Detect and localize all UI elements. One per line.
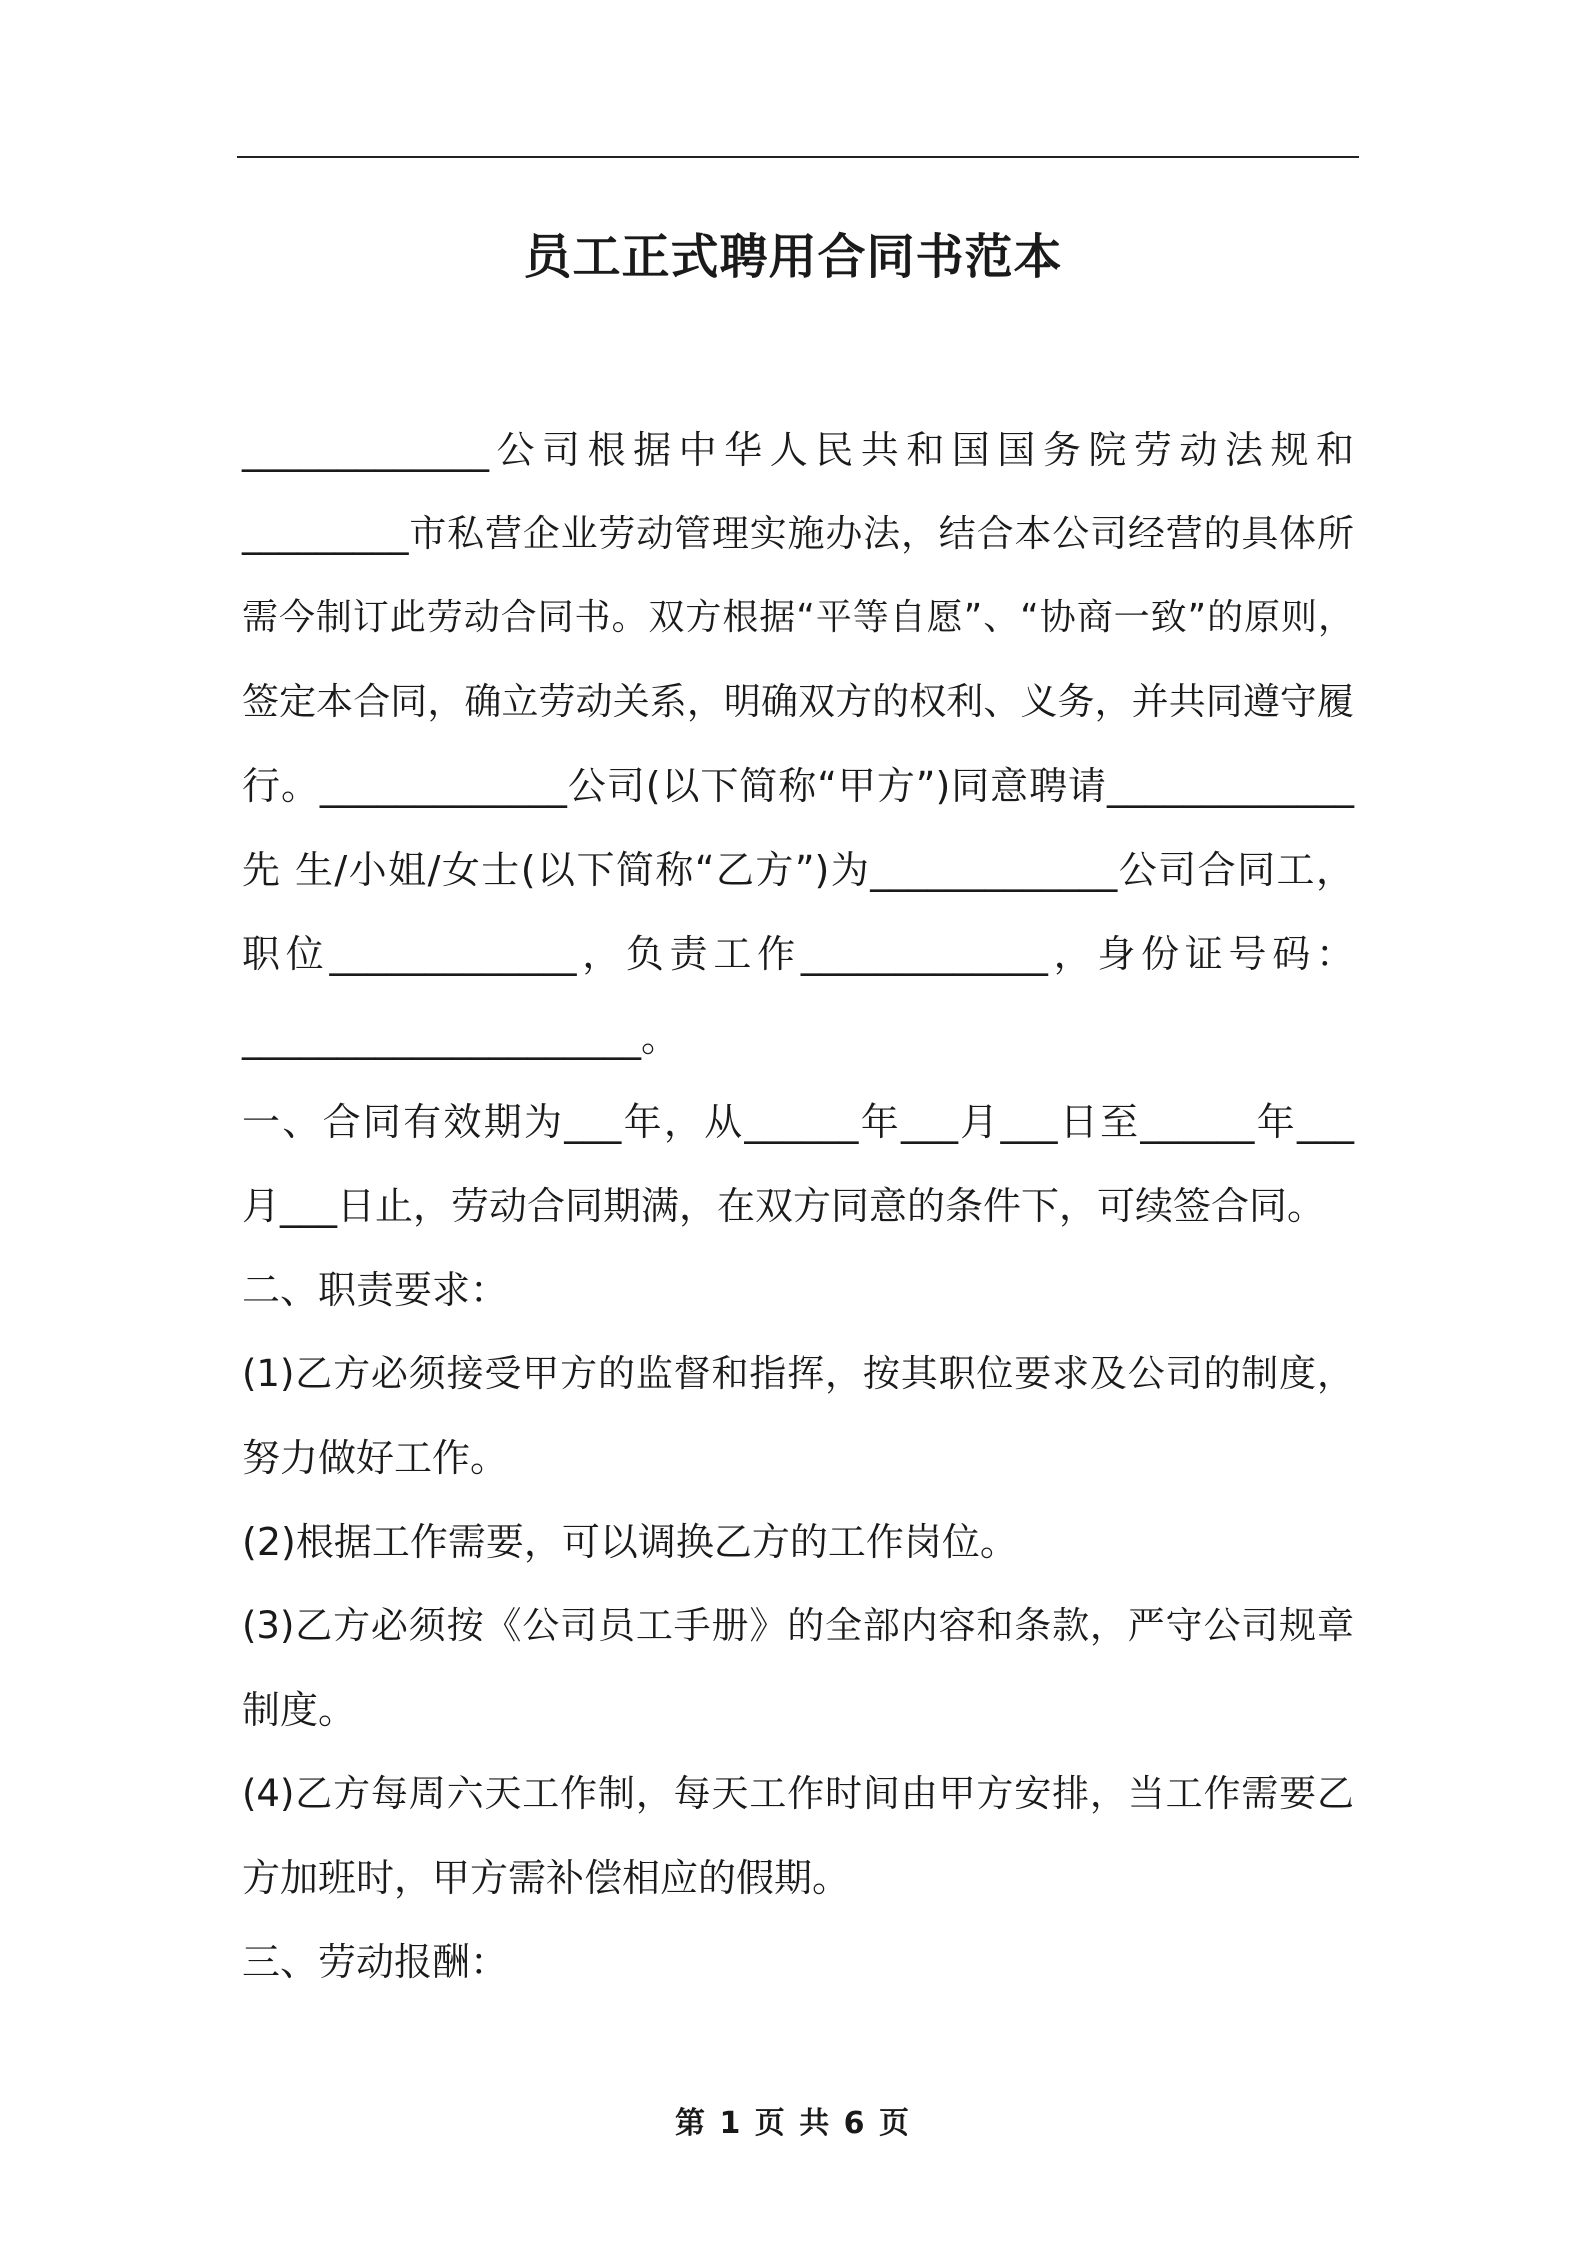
document-body <box>242 408 1354 2004</box>
clause-2-item-1-line-1: (1)乙方必须接受甲方的监督和指挥，按其职位要求及公司的制度， <box>242 1352 1354 1395</box>
clause-2-item-3-line-2: 制度。 <box>242 1688 357 1732</box>
body-line-1: _____________公司根据中华人民共和国国务院劳动法规和 <box>242 428 1354 472</box>
body-line-6: 先 生/小姐/女士(以下简称“乙方”)为_____________公司合同工， <box>242 848 1354 892</box>
clause-1-line-2: 月___日止，劳动合同期满，在双方同意的条件下，可续签合同。 <box>242 1184 1326 1228</box>
body-line-8: _____________________。 <box>242 1016 680 1060</box>
body-line-7: 职位_____________，负责工作_____________，身份证号码： <box>242 932 1354 976</box>
body-line-5: 行。_____________公司(以下简称“甲方”)同意聘请_____________ <box>242 764 1354 808</box>
document-title: 员工正式聘用合同书范本 <box>523 229 1063 285</box>
clause-2-item-3-line-1: (3)乙方必须按《公司员工手册》的全部内容和条款，严守公司规章 <box>242 1604 1354 1647</box>
clause-2-item-4-line-2: 方加班时，甲方需补偿相应的假期。 <box>242 1856 851 1900</box>
clause-3-heading: 三、劳动报酬： <box>242 1940 509 1984</box>
clause-2-item-1-line-2: 努力做好工作。 <box>242 1436 509 1480</box>
header-rule <box>237 156 1359 158</box>
clause-1-line-1: 一、合同有效期为___年，从______年___月___日至______年___ <box>242 1100 1354 1144</box>
clause-2-item-2: (2)根据工作需要，可以调换乙方的工作岗位。 <box>242 1520 1018 1564</box>
body-line-2: _________市私营企业劳动管理实施办法，结合本公司经营的具体所 <box>242 512 1354 555</box>
body-line-3: 需今制订此劳动合同书。双方根据“平等自愿”、“协商一致”的原则， <box>242 597 1354 638</box>
clause-2-heading: 二、职责要求： <box>242 1268 509 1312</box>
page-footer: 第 1 页 共 6 页 <box>675 2106 911 2141</box>
clause-2-item-4-line-1: (4)乙方每周六天工作制，每天工作时间由甲方安排，当工作需要乙 <box>242 1772 1354 1815</box>
body-line-4: 签定本合同，确立劳动关系，明确双方的权利、义务，并共同遵守履 <box>242 680 1354 723</box>
